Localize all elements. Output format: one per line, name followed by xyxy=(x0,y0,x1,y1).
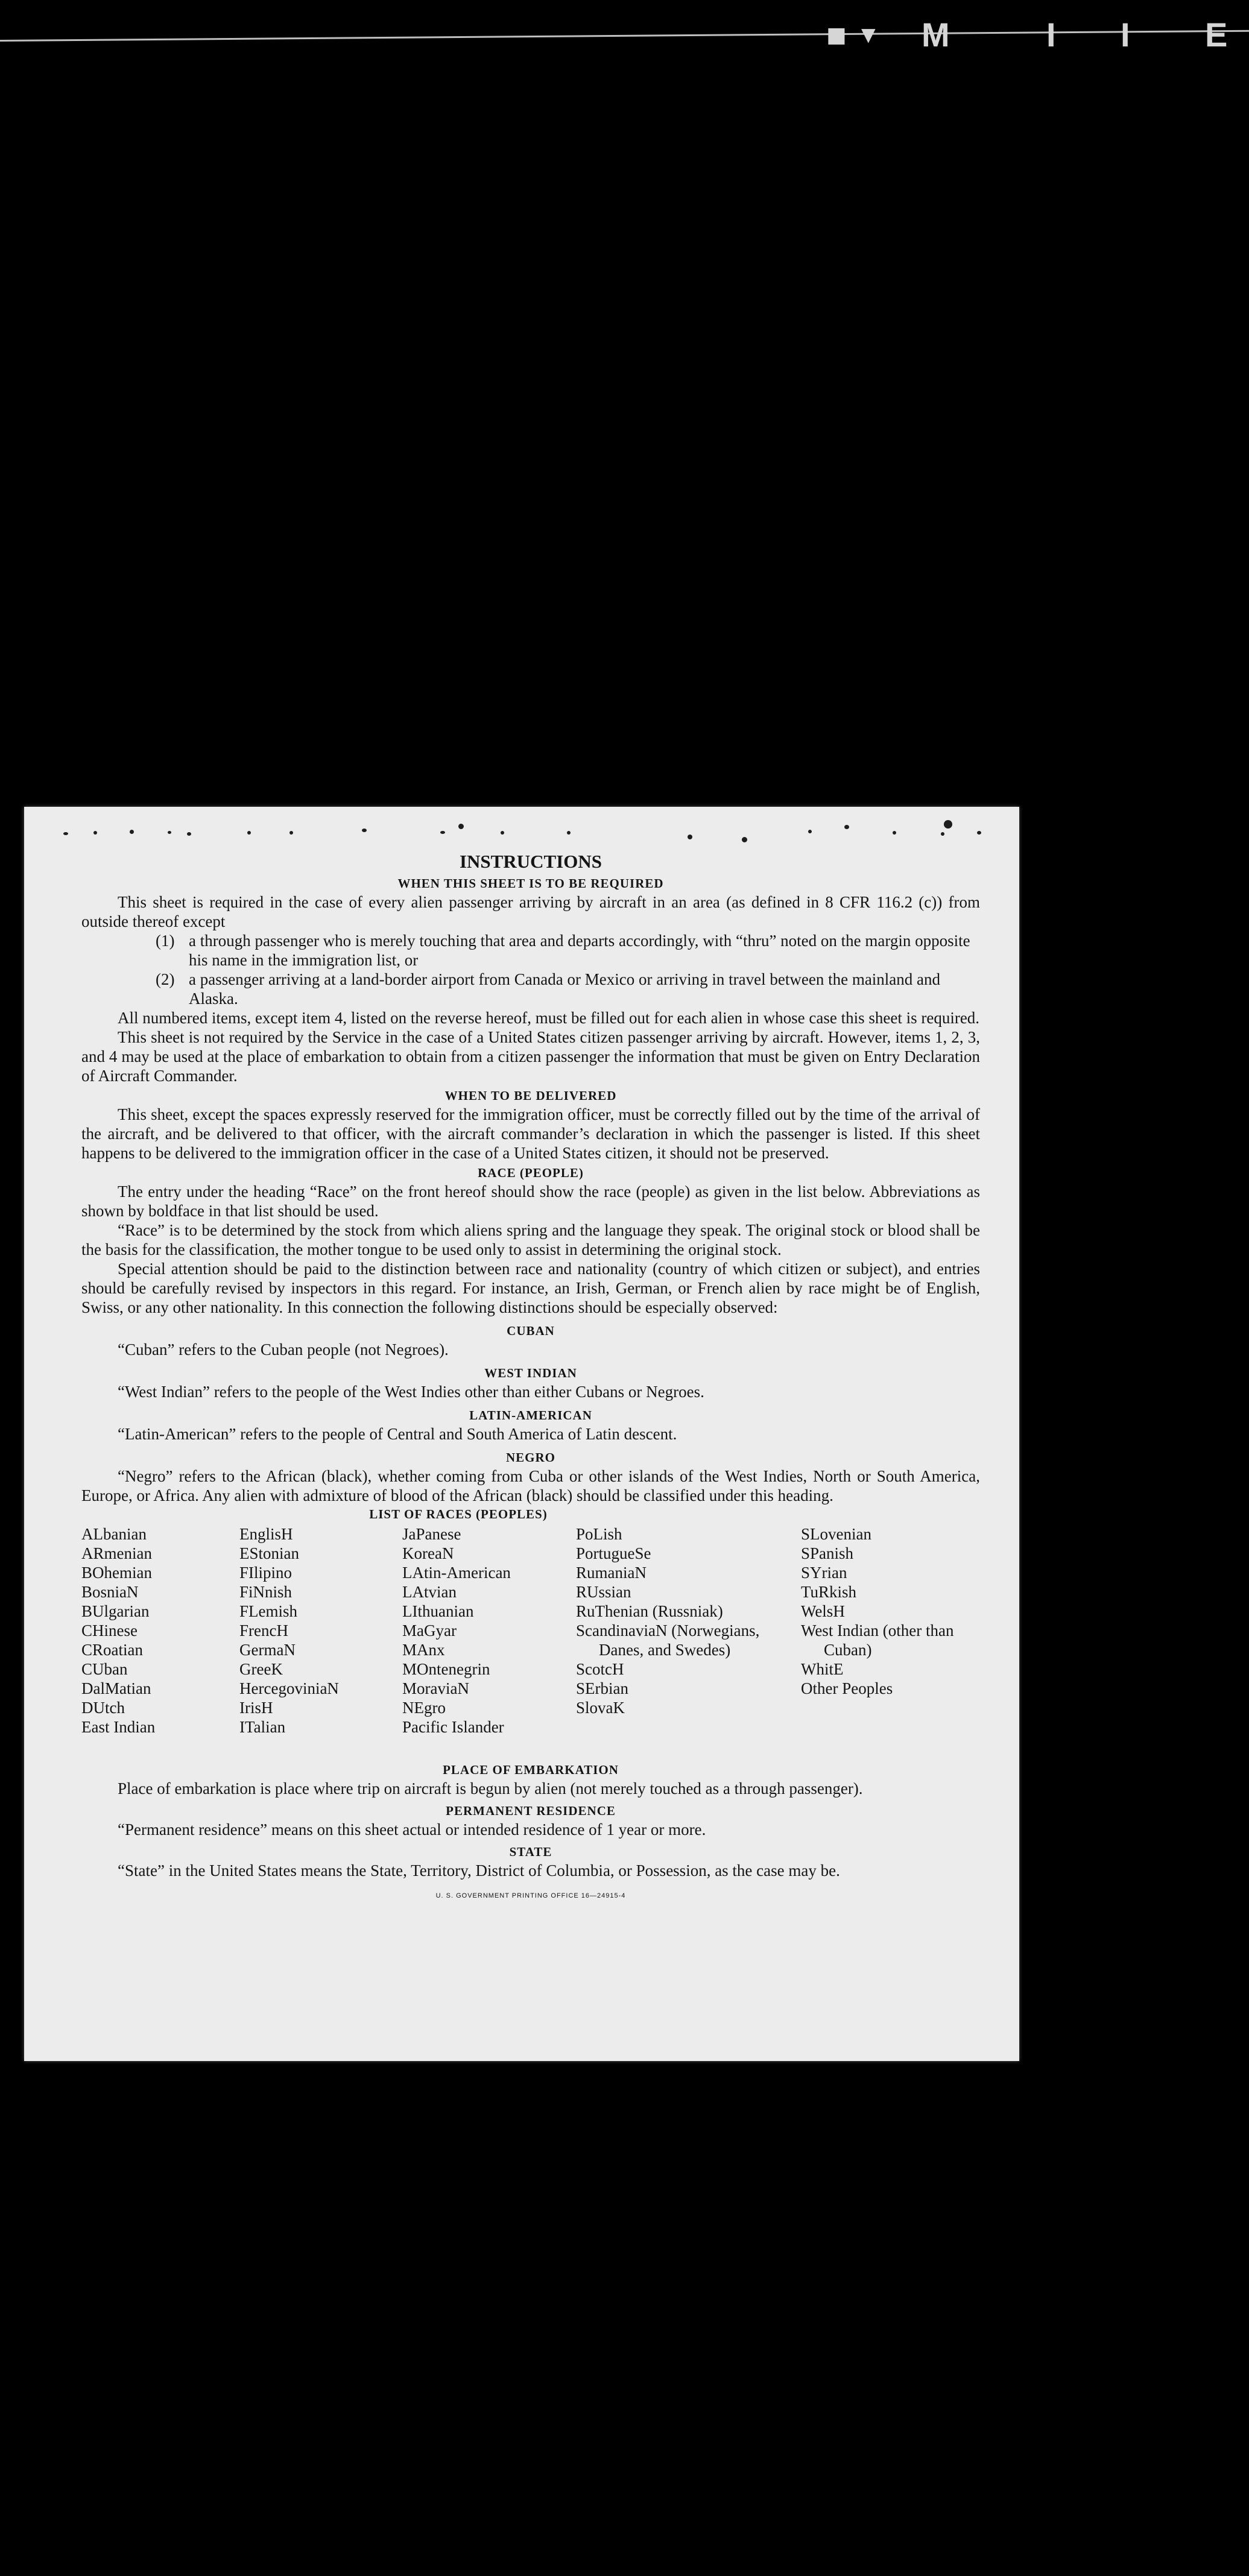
section-heading: LATIN-AMERICAN xyxy=(469,1408,592,1422)
exception-text: a passenger arriving at a land-border airport from Canada or Mexico or arriving in travel between the mainland and Alaska. xyxy=(189,970,941,1008)
section-heading: CUBAN xyxy=(507,1324,555,1338)
section-heading: RACE (PEOPLE) xyxy=(478,1166,584,1180)
printer-footer: U. S. GOVERNMENT PRINTING OFFICE 16—24915-4 xyxy=(435,1892,626,1899)
paragraph: “Cuban” refers to the Cuban people (not Negroes). xyxy=(118,1340,449,1359)
race-entry: ARmenian xyxy=(81,1544,152,1562)
race-entry: Other Peoples xyxy=(801,1679,893,1697)
paragraph: “Race” is to be determined by the stock from which aliens spring and the language they speak. The original stock or blood shall be the basis for the classification, the mother tongue to be used only to assist in determining the original stock. xyxy=(81,1221,980,1258)
exception-item xyxy=(156,931,980,970)
section-heading: WHEN TO BE DELIVERED xyxy=(444,1088,617,1103)
paragraph: This sheet is not required by the Service in the case of a United States citizen passenger arriving by aircraft. However, items 1, 2, 3, and 4 may be used at the place of embarkation to obtain from a citizen passenger the information that must be given on Entry Declaration of Aircraft Commander. xyxy=(81,1028,980,1085)
race-entry: BOhemian xyxy=(81,1564,152,1582)
race-entry: RumaniaN xyxy=(576,1564,647,1582)
exception-number: (2) xyxy=(156,970,175,988)
races-list xyxy=(81,1524,980,1760)
races-column xyxy=(801,1524,980,1698)
race-entry: GermaN xyxy=(239,1641,296,1659)
exception-text: a through passenger who is merely touching that area and departs accordingly, with “thru” noted on the margin opposite his name in the immigration list, or xyxy=(189,932,970,969)
race-entry: IrisH xyxy=(239,1699,273,1717)
section-heading: PLACE OF EMBARKATION xyxy=(443,1763,619,1777)
film-letter-mark: I xyxy=(1046,16,1056,54)
race-entry: KoreaN xyxy=(402,1544,454,1562)
film-arrow-mark: ▼ xyxy=(856,22,881,48)
race-entry: EnglisH xyxy=(239,1525,293,1543)
film-block-mark: ■ xyxy=(826,16,847,54)
race-entry: PoLish xyxy=(576,1525,622,1543)
race-entry: MAnx xyxy=(402,1641,445,1659)
race-entry: LIthuanian xyxy=(402,1602,474,1620)
section-heading: WHEN THIS SHEET IS TO BE REQUIRED xyxy=(397,876,664,891)
race-entry: MaGyar xyxy=(402,1621,457,1640)
paragraph: “West Indian” refers to the people of the West Indies other than either Cubans or Negroes. xyxy=(118,1383,704,1401)
race-entry: CUban xyxy=(81,1660,128,1678)
races-column xyxy=(81,1524,226,1737)
paragraph: “State” in the United States means the State, Territory, District of Columbia, or Possession, as the case may be. xyxy=(118,1861,840,1880)
race-entry: BUlgarian xyxy=(81,1602,150,1620)
instructions-text-block xyxy=(81,850,980,1905)
race-entry: RUssian xyxy=(576,1583,631,1601)
race-entry: ScotcH xyxy=(576,1660,624,1678)
races-column xyxy=(402,1524,571,1737)
section-heading: WEST INDIAN xyxy=(484,1366,577,1380)
race-entry: DalMatian xyxy=(81,1679,151,1697)
film-letter-mark: E xyxy=(1205,16,1228,54)
race-entry: West Indian (other than Cuban) xyxy=(801,1621,954,1659)
race-entry: JaPanese xyxy=(402,1525,461,1543)
punch-hole-specks xyxy=(24,820,1019,850)
exception-number: (1) xyxy=(156,932,175,950)
film-letter-mark: M xyxy=(922,16,950,54)
race-entry: GreeK xyxy=(239,1660,283,1678)
race-entry: ScandinaviaN (Norwegians, Danes, and Swedes) xyxy=(576,1621,760,1659)
race-entry: CHinese xyxy=(81,1621,138,1640)
race-entry: PortugueSe xyxy=(576,1544,651,1562)
race-entry: LAtvian xyxy=(402,1583,457,1601)
race-entry: NEgro xyxy=(402,1699,446,1717)
section-heading: PERMANENT RESIDENCE xyxy=(446,1804,616,1818)
race-entry: SLovenian xyxy=(801,1525,871,1543)
race-entry: MOntenegrin xyxy=(402,1660,490,1678)
race-entry: SPanish xyxy=(801,1544,854,1562)
race-entry: FLemish xyxy=(239,1602,298,1620)
paragraph: All numbered items, except item 4, listed on the reverse hereof, must be filled out for each alien in whose case this sheet is required. xyxy=(118,1009,980,1027)
race-entry: SlovaK xyxy=(576,1699,625,1717)
race-entry: FrencH xyxy=(239,1621,288,1640)
race-entry: SErbian xyxy=(576,1679,628,1697)
race-entry: FIlipino xyxy=(239,1564,292,1582)
film-strip-header xyxy=(0,0,1249,54)
film-edge-line xyxy=(0,30,1249,42)
race-entry: ALbanian xyxy=(81,1525,147,1543)
paragraph: “Negro” refers to the African (black), whether coming from Cuba or other islands of the West Indies, North or South America, Europe, or Africa. Any alien with admixture of blood of the African (black) should be classified under this heading. xyxy=(81,1467,980,1504)
race-entry: HercegoviniaN xyxy=(239,1679,339,1697)
list-of-races-heading: LIST OF RACES (PEOPLES) xyxy=(369,1507,548,1521)
page-title: INSTRUCTIONS xyxy=(459,851,602,872)
race-entry: DUtch xyxy=(81,1699,125,1717)
race-entry: EStonian xyxy=(239,1544,299,1562)
instruction-sheet xyxy=(24,807,1019,2061)
paragraph: “Permanent residence” means on this sheet actual or intended residence of 1 year or more. xyxy=(118,1820,706,1839)
paragraph: Special attention should be paid to the distinction between race and nationality (country of which citizen or subject), and entries should be carefully revised by inspectors in this regard. For instance, an Irish, German, or French alien by race might be of English, Swiss, or any other nationality. In this connection the following distinctions should be especially observed: xyxy=(81,1260,980,1316)
race-entry: ITalian xyxy=(239,1718,286,1736)
exception-item xyxy=(156,970,980,1008)
race-entry: MoraviaN xyxy=(402,1679,469,1697)
race-entry: LAtin-American xyxy=(402,1564,511,1582)
race-entry: FiNnish xyxy=(239,1583,292,1601)
paragraph: “Latin-American” refers to the people of Central and South America of Latin descent. xyxy=(118,1425,677,1443)
paragraph: This sheet is required in the case of every alien passenger arriving by aircraft in an area (as defined in 8 CFR 116.2 (c)) from outside thereof except xyxy=(81,893,980,930)
paragraph: Place of embarkation is place where trip on aircraft is begun by alien (not merely touched as a through passenger). xyxy=(118,1779,863,1798)
race-entry: WhitE xyxy=(801,1660,844,1678)
paragraph: The entry under the heading “Race” on the front hereof should show the race (people) as given in the list below. Abbreviations as shown by boldface in that list should be used. xyxy=(81,1182,980,1220)
race-entry: WelsH xyxy=(801,1602,845,1620)
race-entry: BosniaN xyxy=(81,1583,139,1601)
race-entry: TuRkish xyxy=(801,1583,857,1601)
race-entry: CRoatian xyxy=(81,1641,143,1659)
race-entry: Pacific Islander xyxy=(402,1718,504,1736)
races-column xyxy=(576,1524,763,1717)
section-heading: STATE xyxy=(509,1845,552,1859)
race-entry: East Indian xyxy=(81,1718,156,1736)
film-letter-mark: I xyxy=(1121,16,1130,54)
section-heading: NEGRO xyxy=(505,1450,555,1465)
paragraph: This sheet, except the spaces expressly reserved for the immigration officer, must be correctly filled out by the time of the arrival of the aircraft, and be delivered to that officer, with the aircraft commander’s declaration in which the passenger is listed. If this sheet happens to be delivered to the immigration officer in the case of a United States citizen, it should not be preserved. xyxy=(81,1105,980,1162)
races-column xyxy=(239,1524,396,1737)
race-entry: SYrian xyxy=(801,1564,847,1582)
race-entry: RuThenian (Russniak) xyxy=(576,1602,723,1620)
